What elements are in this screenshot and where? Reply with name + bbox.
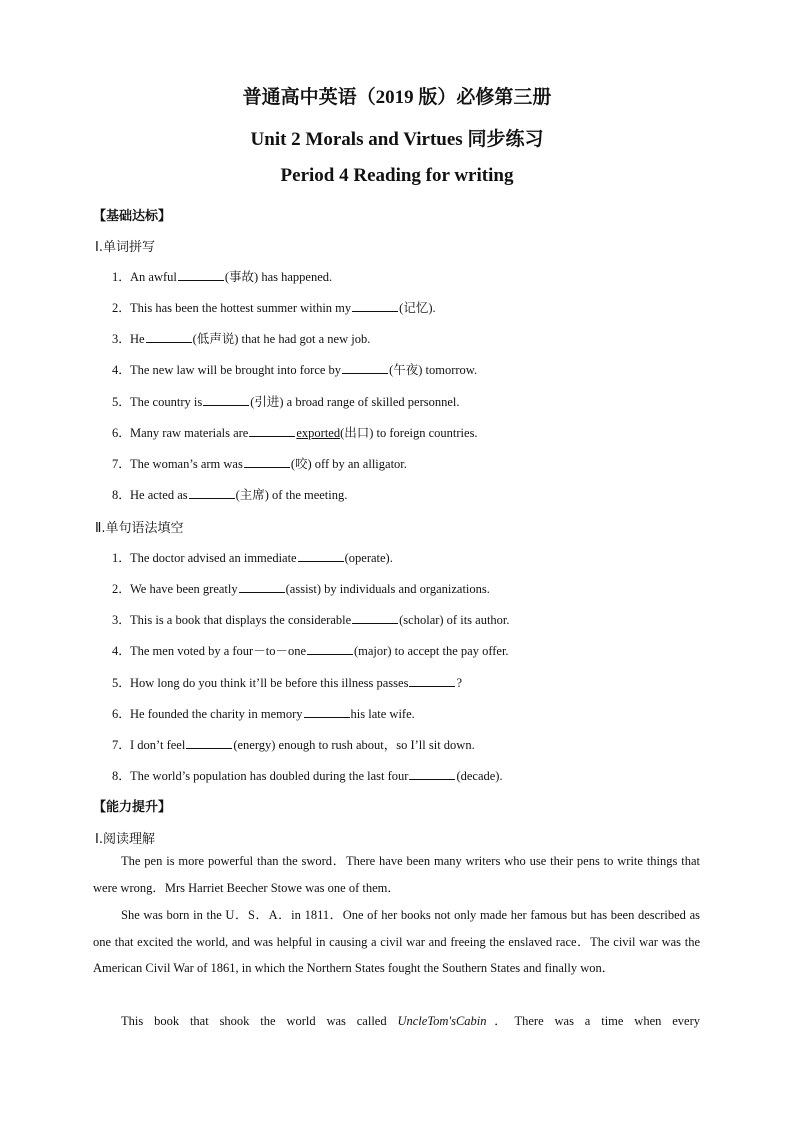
answer-blank[interactable] — [186, 736, 232, 749]
part-reading-heading: Ⅰ.阅读理解 — [95, 832, 155, 847]
period-title: Period 4 Reading for writing — [280, 165, 514, 186]
list-item: 1．An awful (事故) has happened. — [112, 270, 333, 284]
list-item: 2．This has been the hottest summer within my (记忆). — [112, 301, 436, 315]
answer-blank[interactable] — [249, 424, 295, 437]
list-item: 3．This is a book that displays the considerable (scholar) of its author. — [112, 613, 510, 627]
answer-blank[interactable] — [307, 642, 353, 655]
answer-blank[interactable] — [146, 330, 192, 343]
answer-blank[interactable] — [298, 549, 344, 562]
list-item: 3．He (低声说) that he had got a new job. — [112, 332, 371, 346]
section-advanced-heading: 【能力提升】 — [93, 800, 172, 815]
document-title: 普通高中英语（2019 版）必修第三册 — [242, 87, 552, 108]
list-item: 1．The doctor advised an immediate (operate). — [112, 551, 393, 565]
answer-blank[interactable] — [352, 299, 398, 312]
answer-blank[interactable] — [239, 580, 285, 593]
list-item: 5．The country is (引进) a broad range of skilled personnel. — [112, 395, 460, 409]
reading-paragraph-2: She was born in the U．S．A．in 1811．One of her books not only made her famous but has been described as one that excited the world, and was helpful in causing a civil war and freeing the enslaved race．The civil war was the American Civil War of 1861, in which the Northern States fought the Southern States and finally won． — [93, 908, 700, 975]
answer-blank[interactable] — [304, 705, 350, 718]
answer-blank[interactable] — [409, 674, 455, 687]
part-grammar-heading: Ⅱ.单句语法填空 — [95, 521, 184, 536]
filled-answer: exported — [296, 426, 341, 440]
list-item: 4．The new law will be brought into force by (午夜) tomorrow. — [112, 363, 478, 377]
list-item: 5．How long do you think it’ll be before this illness passes ? — [112, 676, 463, 690]
section-basic-heading: 【基础达标】 — [93, 209, 172, 224]
list-item: 2．We have been greatly (assist) by individuals and organizations. — [112, 582, 490, 596]
list-item: 8．The world’s population has doubled during the last four (decade). — [112, 769, 503, 783]
list-item: 7．I don’t feel (energy) enough to rush about，so I’ll sit down. — [112, 738, 475, 752]
list-item: 7．The woman’s arm was (咬) off by an alligator. — [112, 457, 407, 471]
list-item: 4．The men voted by a four－to－one (major) to accept the pay offer. — [112, 644, 509, 658]
answer-blank[interactable] — [203, 393, 249, 406]
reading-paragraph-1: The pen is more powerful than the sword．There have been many writers who use their pens to write things that were wrong．Mrs Harriet Beecher Stowe was one of them． — [93, 854, 700, 895]
answer-blank[interactable] — [189, 486, 235, 499]
part-spelling-heading: Ⅰ.单词拼写 — [95, 240, 155, 255]
book-title: UncleTom'sCabin — [397, 1014, 487, 1028]
answer-blank[interactable] — [409, 767, 455, 780]
answer-blank[interactable] — [178, 268, 224, 281]
answer-blank[interactable] — [352, 611, 398, 624]
answer-blank[interactable] — [342, 361, 388, 374]
answer-blank[interactable] — [244, 455, 290, 468]
list-item: 8．He acted as (主席) of the meeting. — [112, 488, 348, 502]
list-item: 6．He founded the charity in memory his late wife. — [112, 707, 415, 721]
list-item: 6．Many raw materials are exported(出口) to foreign countries. — [112, 426, 478, 440]
reading-paragraph-3: This book that shook the world was called UncleTom'sCabin．There was a time when every — [121, 1014, 701, 1028]
unit-title: Unit 2 Morals and Virtues 同步练习 — [250, 129, 544, 150]
